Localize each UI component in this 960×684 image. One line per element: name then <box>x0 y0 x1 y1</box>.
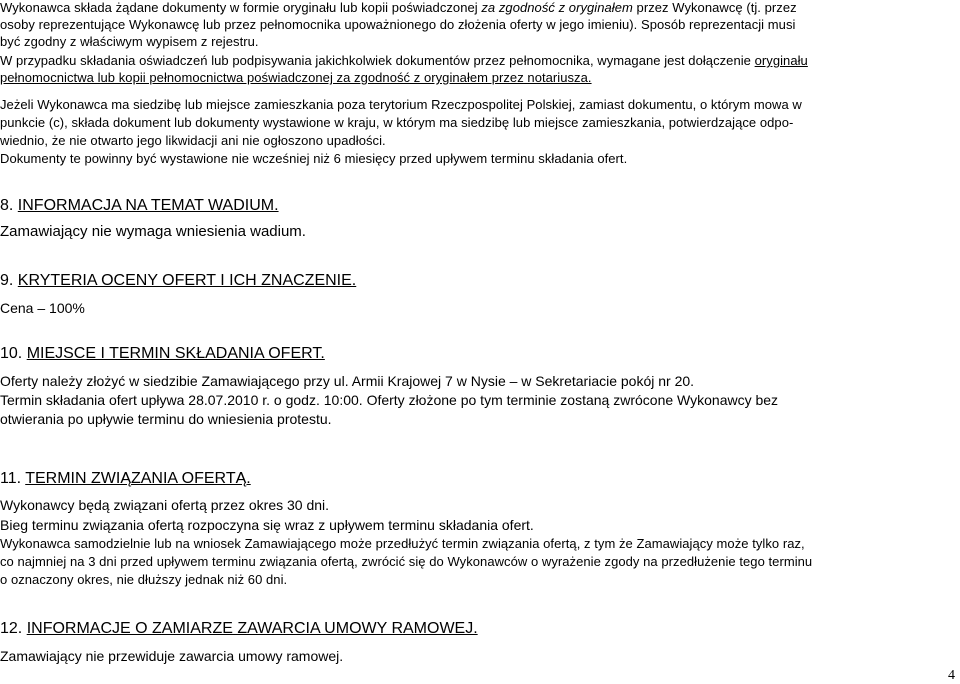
section-heading-10 <box>0 345 325 363</box>
section-body: Wykonawca samodzielnie lub na wniosek Zamawiającego może przedłużyć termin związania ofertą, z tym że Zamawiający może tylko raz, <box>0 536 805 551</box>
section-body: Zamawiający nie przewiduje zawarcia umowy ramowej. <box>0 648 344 664</box>
paragraph-line <box>0 0 797 15</box>
section-number: 10. <box>0 345 27 362</box>
section-title: KRYTERIA OCENY OFERT I ICH ZNACZENIE. <box>17 272 357 289</box>
paragraph-line: punkcie (c), składa dokument lub dokumenty wystawione w kraju, w którym ma siedzibę lub miejsce zamieszkania, potwierdzające odpo- <box>0 115 794 130</box>
section-number: 9. <box>0 272 18 289</box>
section-number: 12. <box>0 620 27 637</box>
page-number: 4 <box>948 668 955 683</box>
section-body: Bieg terminu związania ofertą rozpoczyna się wraz z upływem terminu składania ofert. <box>0 517 534 533</box>
section-body: Cena – 100% <box>0 300 85 316</box>
paragraph-line: być zgodny z właściwym wypisem z rejestru. <box>0 34 259 49</box>
section-title: INFORMACJE O ZAMIARZE ZAWARCIA UMOWY RAMOWEJ. <box>26 620 478 637</box>
section-heading-12 <box>0 620 478 638</box>
section-heading-9 <box>0 272 356 290</box>
text: W przypadku składania oświadczeń lub podpisywania jakichkolwiek dokumentów przez pełnomocnika, wymagane jest dołączenie <box>0 53 755 68</box>
paragraph-line: osoby reprezentujące Wykonawcę lub przez pełnomocnika upoważnionego do złożenia oferty w jego imieniu). Sposób reprezentacji musi <box>0 17 796 32</box>
section-body: Oferty należy złożyć w siedzibie Zamawiającego przy ul. Armii Krajowej 7 w Nysie – w Sekretariacie pokój nr 20. <box>0 373 695 389</box>
section-body: o oznaczony okres, nie dłuższy jednak niż 60 dni. <box>0 572 288 587</box>
section-number: 11. <box>0 470 26 487</box>
underlined-text: oryginału <box>754 53 808 68</box>
section-body: Wykonawcy będą związani ofertą przez okres 30 dni. <box>0 497 330 513</box>
section-number: 8. <box>0 197 18 214</box>
section-title: INFORMACJA NA TEMAT WADIUM. <box>17 197 279 214</box>
paragraph-line: wiednio, że nie otwarto jego likwidacji ani nie ogłoszono upadłości. <box>0 133 386 148</box>
section-title: TERMIN ZWIĄZANIA OFERTĄ. <box>25 470 251 487</box>
paragraph-line: Dokumenty te powinny być wystawione nie wcześniej niż 6 miesięcy przed upływem terminu składania ofert. <box>0 151 628 166</box>
section-title: MIEJSCE I TERMIN SKŁADANIA OFERT. <box>26 345 325 362</box>
section-body: co najmniej na 3 dni przed upływem terminu związania ofertą, zwrócić się do Wykonawców o wyrażenie zgody na przedłużenie tego terminu <box>0 554 813 569</box>
paragraph-line: pełnomocnictwa lub kopii pełnomocnictwa poświadczonej za zgodność z oryginałem przez notariusza. <box>0 70 592 85</box>
italic-text: za zgodność z oryginałem <box>481 0 633 15</box>
section-heading-11 <box>0 470 251 488</box>
section-body: Zamawiający nie wymaga wniesienia wadium. <box>0 223 306 240</box>
paragraph-line: Jeżeli Wykonawca ma siedzibę lub miejsce zamieszkania poza terytorium Rzeczpospolitej Polskiej, zamiast dokumentu, o którym mowa w <box>0 97 802 112</box>
text: Wykonawca składa żądane dokumenty w formie oryginału lub kopii poświadczonej <box>0 0 482 15</box>
text: przez Wykonawcę (tj. przez <box>632 0 797 15</box>
section-body: otwierania po upływie terminu do wniesienia protestu. <box>0 411 332 427</box>
section-body: Termin składania ofert upływa 28.07.2010 r. o godz. 10:00. Oferty złożone po tym terminie zostaną zwrócone Wykonawcy bez <box>0 392 779 408</box>
paragraph-line <box>0 53 808 68</box>
section-heading-8 <box>0 197 279 215</box>
